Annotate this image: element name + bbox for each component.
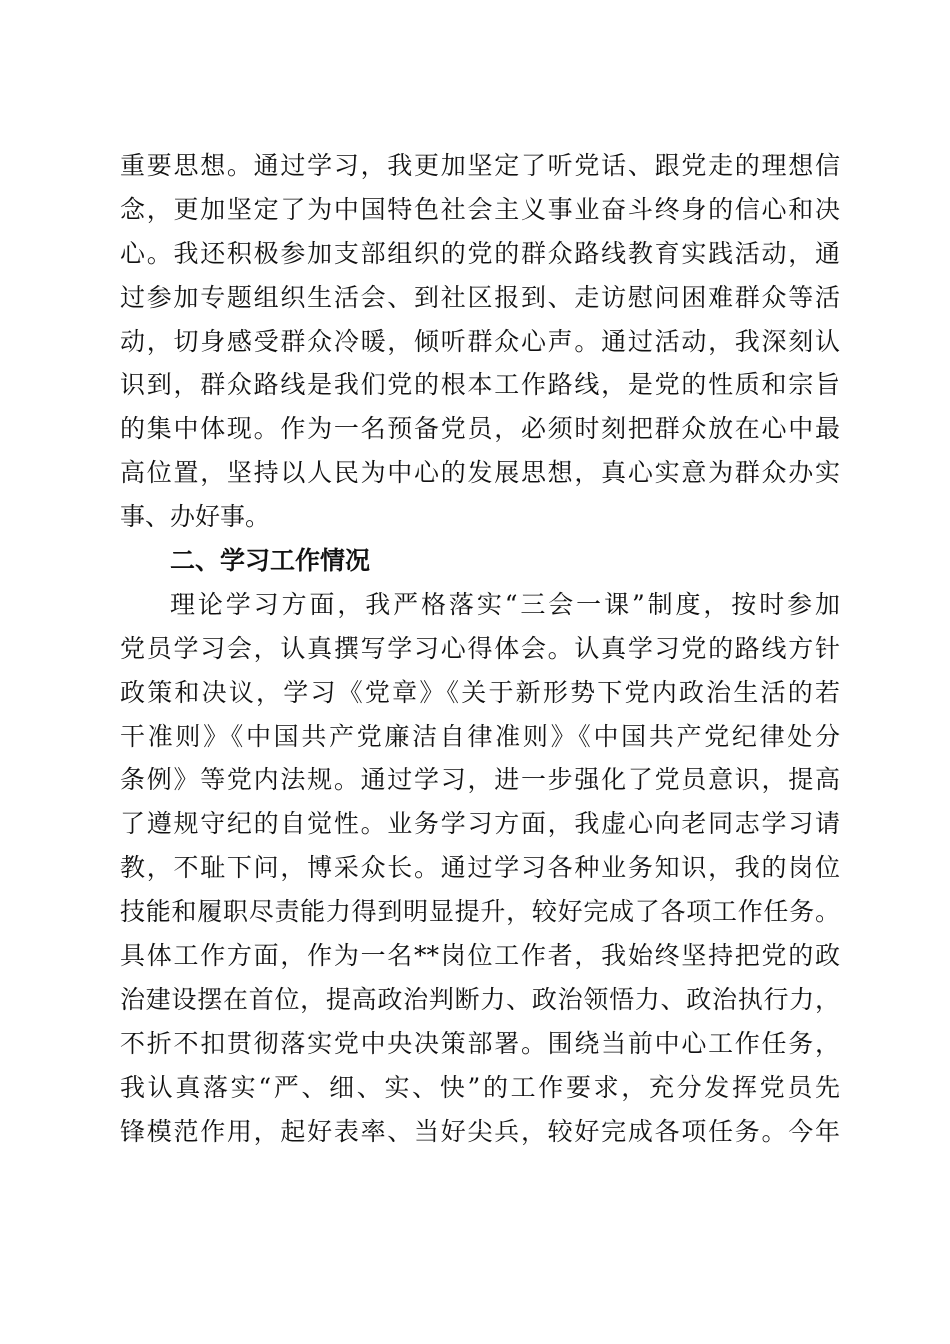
document-body bbox=[120, 144, 840, 1153]
text-line: 治建设摆在首位，提高政治判断力、政治领悟力、政治执行力， bbox=[120, 984, 840, 1014]
text-line: 过参加专题组织生活会、到社区报到、走访慰问困难群众等活 bbox=[120, 282, 840, 312]
text-line: 锋模范作用，起好表率、当好尖兵，较好完成各项任务。今年 bbox=[120, 1116, 840, 1146]
text-line: 技能和履职尽责能力得到明显提升，较好完成了各项工作任务。 bbox=[120, 897, 840, 927]
text-line: 念，更加坚定了为中国特色社会主义事业奋斗终身的信心和决 bbox=[120, 194, 840, 224]
text-line: 识到，群众路线是我们党的根本工作路线，是党的性质和宗旨 bbox=[120, 370, 840, 400]
text-line: 不折不扣贯彻落实党中央决策部署。围绕当前中心工作任务， bbox=[120, 1028, 840, 1058]
text-line: 我认真落实“严、细、实、快”的工作要求，充分发挥党员先 bbox=[120, 1072, 840, 1102]
paragraph-2 bbox=[120, 583, 840, 1154]
paragraph-1 bbox=[120, 144, 840, 539]
text-line: 党员学习会，认真撰写学习心得体会。认真学习党的路线方针 bbox=[120, 633, 840, 663]
text-line: 干准则》《中国共产党廉洁自律准则》《中国共产党纪律处分 bbox=[120, 721, 840, 751]
text-line: 心。我还积极参加支部组织的党的群众路线教育实践活动，通 bbox=[120, 238, 840, 268]
text-line: 教，不耻下问，博采众长。通过学习各种业务知识，我的岗位 bbox=[120, 853, 840, 883]
text-line: 政策和决议，学习《党章》《关于新形势下党内政治生活的若 bbox=[120, 677, 840, 707]
text-line: 条例》等党内法规。通过学习，进一步强化了党员意识，提高 bbox=[120, 765, 840, 795]
text-line: 事、办好事。 bbox=[120, 502, 271, 532]
text-line: 的集中体现。作为一名预备党员，必须时刻把群众放在心中最 bbox=[120, 414, 840, 444]
text-line: 动，切身感受群众冷暖，倾听群众心声。通过活动，我深刻认 bbox=[120, 326, 840, 356]
text-line: 了遵规守纪的自觉性。业务学习方面，我虚心向老同志学习请 bbox=[120, 809, 840, 839]
text-line: 具体工作方面，作为一名**岗位工作者，我始终坚持把党的政 bbox=[120, 941, 840, 971]
text-line: 重要思想。通过学习，我更加坚定了听党话、跟党走的理想信 bbox=[120, 151, 840, 180]
text-line: 理论学习方面，我严格落实“三会一课”制度，按时参加 bbox=[170, 589, 840, 619]
text-line: 高位置，坚持以人民为中心的发展思想，真心实意为群众办实 bbox=[120, 458, 840, 488]
section-heading: 二、学习工作情况 bbox=[170, 546, 371, 576]
